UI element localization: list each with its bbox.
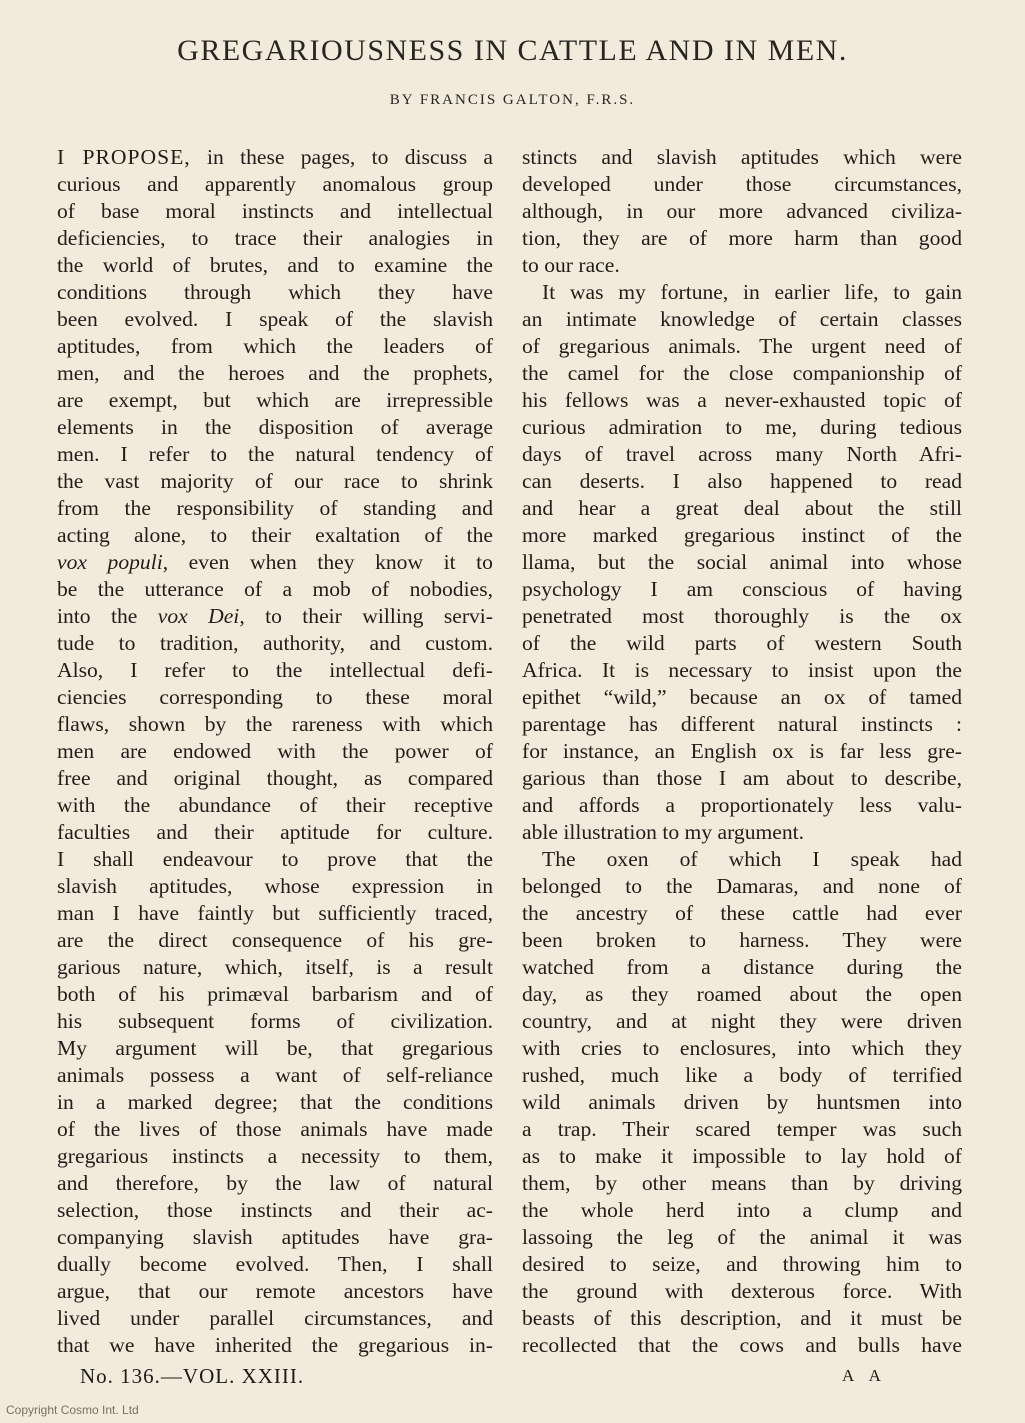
text-line: gregarious instincts a necessity to them,	[57, 1144, 493, 1168]
text-line: of the wild parts of western South	[522, 631, 962, 655]
text-line: the ground with dexterous force. With	[522, 1279, 962, 1303]
text-line: men, and the heroes and the prophets,	[57, 361, 493, 385]
text-line: his subsequent forms of civilization.	[57, 1009, 493, 1033]
text-line: rushed, much like a body of terrified	[522, 1063, 962, 1087]
text-line: an intimate knowledge of certain classes	[522, 307, 962, 331]
text-line: for instance, an English ox is far less gre-	[522, 739, 962, 763]
text-line: lassoing the leg of the animal it was	[522, 1225, 962, 1249]
text-line: faculties and their aptitude for culture.	[57, 820, 493, 844]
text-line: with cries to enclosures, into which they	[522, 1036, 962, 1060]
text-line: recollected that the cows and bulls have	[522, 1333, 962, 1357]
text-line: desired to seize, and throwing him to	[522, 1252, 962, 1276]
text-line: Also, I refer to the intellectual defi-	[57, 658, 493, 682]
text-line: as to make it impossible to lay hold of	[522, 1144, 962, 1168]
text-line: animals possess a want of self-reliance	[57, 1063, 493, 1087]
text-line: from the responsibility of standing and	[57, 496, 493, 520]
text-line: of the lives of those animals have made	[57, 1117, 493, 1141]
text-line: man I have faintly but sufficiently traced,	[57, 901, 493, 925]
text-line: are exempt, but which are irrepressible	[57, 388, 493, 412]
text-line: ciencies corresponding to these moral	[57, 685, 493, 709]
text-line: psychology I am conscious of having	[522, 577, 962, 601]
text-line: of base moral instincts and intellectual	[57, 199, 493, 223]
text-line: wild animals driven by huntsmen into	[522, 1090, 962, 1114]
text-line: and affords a proportionately less valu-	[522, 793, 962, 817]
text-line: country, and at night they were driven	[522, 1009, 962, 1033]
copyright-watermark: Copyright Cosmo Int. Ltd	[6, 1403, 139, 1417]
text-line: slavish aptitudes, whose expression in	[57, 874, 493, 898]
text-line: the world of brutes, and to examine the	[57, 253, 493, 277]
text-line: a trap. Their scared temper was such	[522, 1117, 962, 1141]
text-line: his fellows was a never-exhausted topic of	[522, 388, 962, 412]
article-byline: BY FRANCIS GALTON, F.R.S.	[389, 92, 636, 108]
text-line: stincts and slavish aptitudes which were	[522, 145, 962, 169]
text-line: parentage has different natural instincts :	[522, 712, 962, 736]
text-line: although, in our more advanced civiliza-	[522, 199, 962, 223]
text-line: My argument will be, that gregarious	[57, 1036, 493, 1060]
text-line: are the direct consequence of his gre-	[57, 928, 493, 952]
text-line: of gregarious animals. The urgent need of	[522, 334, 962, 358]
text-line: elements in the disposition of average	[57, 415, 493, 439]
issue-number: No. 136.—VOL. XXIII.	[80, 1364, 305, 1388]
text-line: beasts of this description, and it must be	[522, 1306, 962, 1330]
text-line: I shall endeavour to prove that the	[57, 847, 493, 871]
text-line: Africa. It is necessary to insist upon the	[522, 658, 962, 682]
text-line: tion, they are of more harm than good	[522, 226, 962, 250]
text-line: been evolved. I speak of the slavish	[57, 307, 493, 331]
text-line: the camel for the close companionship of	[522, 361, 962, 385]
text-line: more marked gregarious instinct of the	[522, 523, 962, 547]
text-line: to our race.	[522, 253, 620, 277]
text-line: men are endowed with the power of	[57, 739, 493, 763]
text-line: llama, but the social animal into whose	[522, 550, 962, 574]
text-line: flaws, shown by the rareness with which	[57, 712, 493, 736]
text-line: lived under parallel circumstances, and	[57, 1306, 493, 1330]
text-line: the whole herd into a clump and	[522, 1198, 962, 1222]
text-line: acting alone, to their exaltation of the	[57, 523, 493, 547]
text-line: selection, those instincts and their ac-	[57, 1198, 493, 1222]
signature-mark: A A	[842, 1366, 887, 1385]
text-line: free and original thought, as compared	[57, 766, 493, 790]
text-line: be the utterance of a mob of nobodies,	[57, 577, 493, 601]
text-line: It was my fortune, in earlier life, to gain	[542, 280, 962, 304]
text-line: able illustration to my argument.	[522, 820, 805, 844]
text-line: them, by other means than by driving	[522, 1171, 962, 1195]
right-column	[522, 144, 962, 1359]
text-line: epithet “wild,” because an ox of tamed	[522, 685, 962, 709]
text-line: deficiencies, to trace their analogies in	[57, 226, 493, 250]
text-line: argue, that our remote ancestors have	[57, 1279, 493, 1303]
text-line: that we have inherited the gregarious in-	[57, 1333, 493, 1357]
text-line: garious than those I am about to describe,	[522, 766, 962, 790]
text-line: watched from a distance during the	[522, 955, 962, 979]
text-line: the ancestry of these cattle had ever	[522, 901, 962, 925]
text-line: day, as they roamed about the open	[522, 982, 962, 1006]
text-line: and therefore, by the law of natural	[57, 1171, 493, 1195]
text-line: and hear a great deal about the still	[522, 496, 962, 520]
text-line: I PROPOSE, in these pages, to discuss a	[57, 145, 493, 169]
text-line: belonged to the Damaras, and none of	[522, 874, 962, 898]
article-title: GREGARIOUSNESS IN CATTLE AND IN MEN.	[177, 34, 848, 67]
text-line: into the vox Dei, to their willing servi-	[57, 604, 493, 628]
text-line: curious and apparently anomalous group	[57, 172, 493, 196]
left-column	[57, 144, 493, 1359]
text-line: days of travel across many North Afri-	[522, 442, 962, 466]
text-line: penetrated most thoroughly is the ox	[522, 604, 962, 628]
text-line: garious nature, which, itself, is a result	[57, 955, 493, 979]
text-line: curious admiration to me, during tedious	[522, 415, 962, 439]
text-line: with the abundance of their receptive	[57, 793, 493, 817]
text-line: conditions through which they have	[57, 280, 493, 304]
text-line: in a marked degree; that the conditions	[57, 1090, 493, 1114]
text-line: dually become evolved. Then, I shall	[57, 1252, 493, 1276]
text-line: The oxen of which I speak had	[542, 847, 962, 871]
opening-word: I PROPOSE,	[57, 145, 191, 169]
text-line: been broken to harness. They were	[522, 928, 962, 952]
text-line: men. I refer to the natural tendency of	[57, 442, 493, 466]
text-line: can deserts. I also happened to read	[522, 469, 962, 493]
text-line: companying slavish aptitudes have gra-	[57, 1225, 493, 1249]
text-line: both of his primæval barbarism and of	[57, 982, 493, 1006]
text-line: aptitudes, from which the leaders of	[57, 334, 493, 358]
text-line: developed under those circumstances,	[522, 172, 962, 196]
text-line: vox populi, even when they know it to	[57, 550, 493, 574]
text-line: tude to tradition, authority, and custom.	[57, 631, 493, 655]
text-line: the vast majority of our race to shrink	[57, 469, 493, 493]
